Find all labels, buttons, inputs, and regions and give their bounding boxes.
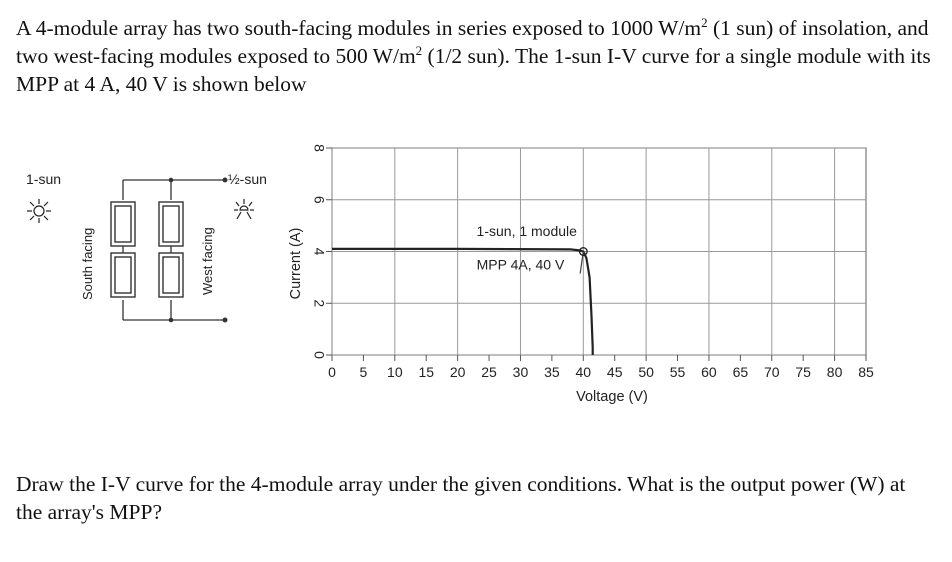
x-tick-label: 75 [795,364,811,380]
y-tick-label: 6 [311,195,328,204]
y-tick-label: 8 [311,144,328,152]
annotation-curve-label: 1-sun, 1 module [476,222,577,239]
x-tick-label: 0 [328,364,336,380]
intro-text-3: (1/2 sun). The 1-sun I-V curve for a single module with its MPP at 4 A, 40 V is shown below [16,44,931,96]
x-tick-label: 50 [638,364,654,380]
left-sun-label: 1-sun [26,171,62,187]
intro-text-2: (1 sun) of insolation, and two west-facing modules exposed to 500 W/m [16,16,929,68]
west-facing-label: West facing [200,227,215,295]
y-tick-label: 0 [311,351,328,359]
intro-text-1: A 4-module array has two south-facing modules in series exposed to 1000 W/m [16,16,702,40]
annotation-mpp-label: MPP 4A, 40 V [476,256,565,273]
intro-superscript-2: 2 [415,43,423,58]
x-tick-label: 30 [512,364,529,380]
x-tick-label: 5 [359,364,368,380]
x-tick-label: 60 [701,364,717,380]
x-tick-label: 15 [418,364,435,380]
y-tick-label: 2 [311,299,328,308]
x-axis-label: Voltage (V) [576,389,648,405]
chart-annotations [477,223,578,273]
x-tick-label: 65 [732,364,749,380]
y-tick-labels [311,144,332,359]
x-tick-label: 40 [575,364,592,380]
right-sun-label: ½-sun [228,171,267,187]
intro-superscript-1: 2 [701,15,708,30]
y-tick-label: 4 [311,247,328,256]
x-tick-label: 35 [544,364,560,380]
x-tick-label: 25 [481,364,497,380]
x-tick-label: 85 [858,364,874,380]
south-facing-label: South facing [80,227,95,300]
chart-grid [332,148,866,355]
x-tick-label: 80 [826,364,843,380]
x-tick-label: 55 [669,364,686,380]
x-tick-label: 70 [763,364,780,380]
x-tick-label: 10 [387,364,403,380]
x-tick-label: 20 [449,364,466,380]
x-tick-labels [328,355,874,380]
y-axis-label: Current (A) [288,227,304,300]
x-tick-label: 45 [606,364,623,380]
question-text: Draw the I-V curve for the 4-module array under the given conditions. What is the output power (W) at the array's MPP? [16,472,906,524]
